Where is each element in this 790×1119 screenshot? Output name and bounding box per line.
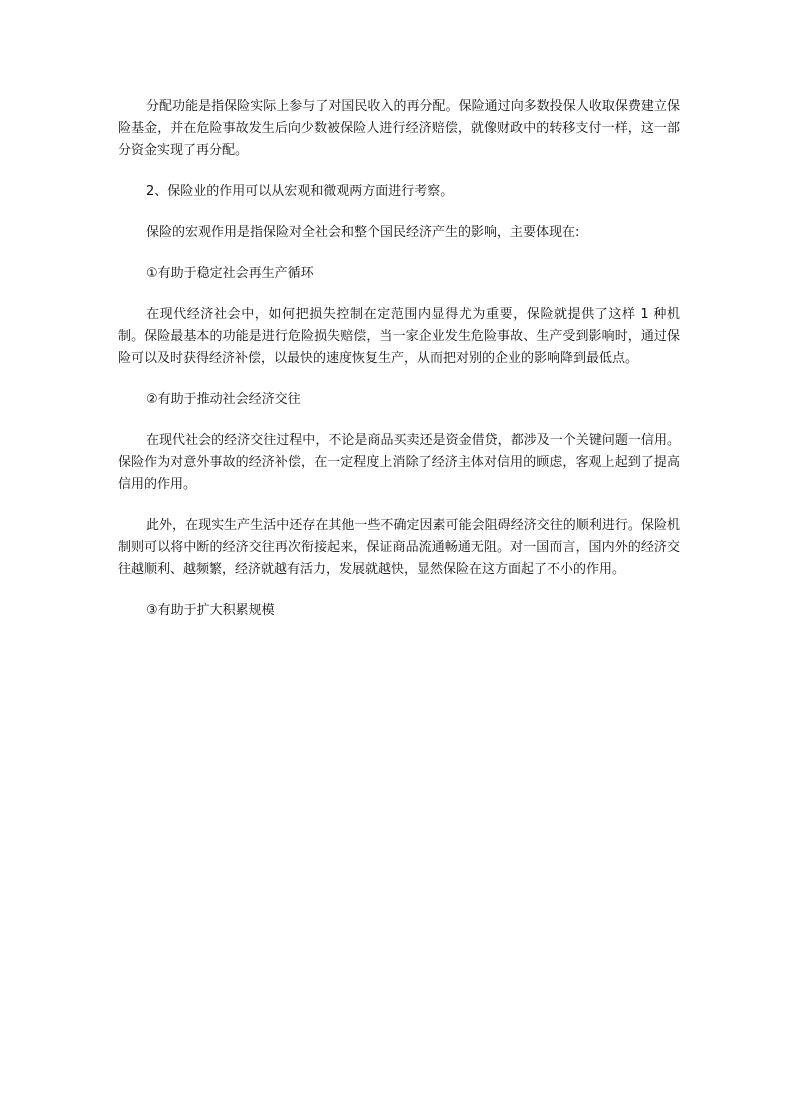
subheading-accumulation: ③有助于扩大积累规模 (146, 603, 275, 618)
paragraph-credit: 在现代社会的经济交往过程中，不论是商品买卖还是资金借贷，都涉及一个关键问题一信用。保险作为对意外事故的经济补偿，在一定程度上消除了经济主体对信用的顾虑，客观上起到了提高信用的作用。 (118, 433, 680, 492)
paragraph-uncertainty: 此外，在现实生产生活中还存在其他一些不确定因素可能会阻碍经济交往的顺利进行。保险机制则可以将中断的经济交往再次衔接起来，保证商品流通畅通无阻。对一国而言，国内外的经济交往越顺利、越频繁，经济就越有活力，发展就越快，显然保险在这方面起了不小的作用。 (118, 518, 680, 577)
section-heading-role-of-insurance: 2、保险业的作用可以从宏观和微观两方面进行考察。 (146, 184, 454, 199)
paragraph-loss-control: 在现代经济社会中，如何把损失控制在定范围内显得尤为重要，保险就提供了这样 1 种机制。保险最基本的功能是进行危险损失赔偿，当一家企业发生危险事故、生产受到影响时，通过保险可以及时获得经济补偿，以最快的速度恢复生产，从而把对别的企业的影响降到最低点。 (118, 307, 680, 366)
paragraph-redistribution: 分配功能是指保险实际上参与了对国民收入的再分配。保险通过向多数投保人收取保费建立保险基金，并在危险事故发生后向少数被保险人进行经济赔偿，就像财政中的转移支付一样，这一部分资金实现了再分配。 (118, 99, 680, 158)
document-body (118, 96, 680, 641)
subheading-economic-exchange: ②有助于推动社会经济交往 (146, 392, 301, 407)
paragraph-macro-role: 保险的宏观作用是指保险对全社会和整个国民经济产生的影响，主要体现在: (146, 225, 580, 240)
subheading-stabilize-reproduction: ①有助于稳定社会再生产循环 (146, 266, 314, 281)
